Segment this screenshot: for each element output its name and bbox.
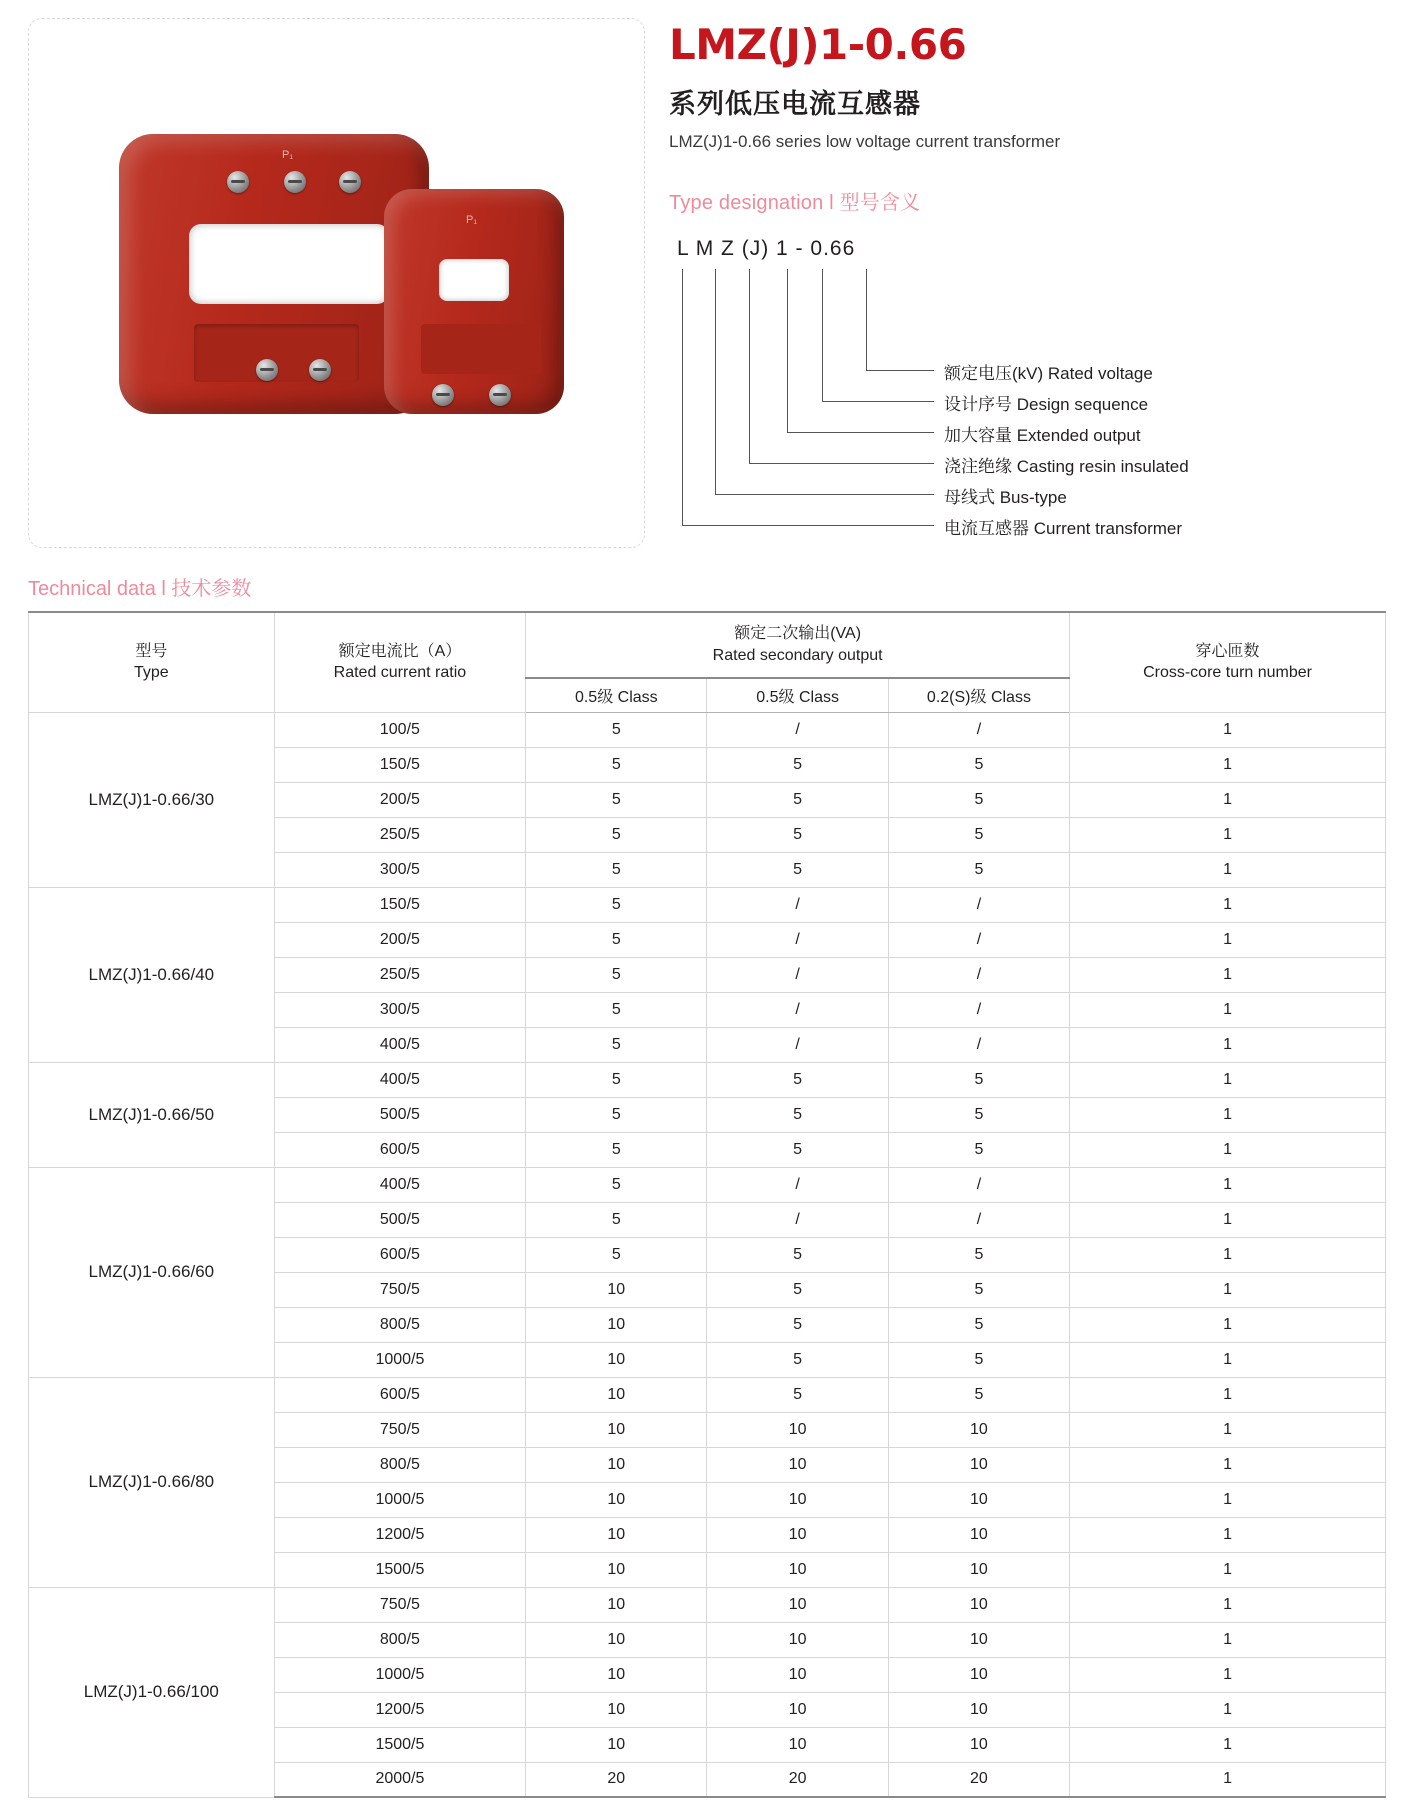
cell-class1: 10	[526, 1307, 707, 1342]
cell-class2: 20	[707, 1762, 888, 1797]
cell-class2: 5	[707, 782, 888, 817]
cell-ratio: 1000/5	[274, 1657, 526, 1692]
cell-turns: 1	[1070, 817, 1386, 852]
cell-class2: /	[707, 887, 888, 922]
column-header-class-3: 0.2(S)级 Class	[888, 678, 1069, 712]
screw-icon	[284, 171, 306, 193]
designation-code: L M Z (J) 1 - 0.66	[677, 237, 856, 260]
leader-line-vertical	[787, 269, 788, 432]
cell-turns: 1	[1070, 1062, 1386, 1097]
cell-ratio: 250/5	[274, 817, 526, 852]
cell-class3: 10	[888, 1692, 1069, 1727]
column-header-turns	[1070, 612, 1386, 712]
designation-legend-current-transformer: 电流互感器 Current transformer	[944, 519, 1183, 538]
cell-class3: 10	[888, 1622, 1069, 1657]
cell-ratio: 1200/5	[274, 1692, 526, 1727]
cell-turns: 1	[1070, 1412, 1386, 1447]
cell-class1: 10	[526, 1447, 707, 1482]
screw-icon	[339, 171, 361, 193]
cell-class3: 5	[888, 1062, 1069, 1097]
cell-class1: 5	[526, 1167, 707, 1202]
cell-class2: 10	[707, 1517, 888, 1552]
cell-class2: 5	[707, 1377, 888, 1412]
cell-class1: 10	[526, 1622, 707, 1657]
cell-ratio: 750/5	[274, 1587, 526, 1622]
cell-class3: 10	[888, 1552, 1069, 1587]
cell-class2: 5	[707, 852, 888, 887]
cell-turns: 1	[1070, 1587, 1386, 1622]
screw-icon	[432, 384, 454, 406]
cell-ratio: 250/5	[274, 957, 526, 992]
cell-turns: 1	[1070, 1377, 1386, 1412]
cell-class3: 5	[888, 782, 1069, 817]
cell-class2: 5	[707, 1237, 888, 1272]
cell-class2: /	[707, 992, 888, 1027]
cell-ratio: 1500/5	[274, 1727, 526, 1762]
cell-class1: 10	[526, 1552, 707, 1587]
cell-class3: 10	[888, 1657, 1069, 1692]
cell-class1: 5	[526, 922, 707, 957]
cell-class1: 5	[526, 1237, 707, 1272]
cell-class2: 5	[707, 1307, 888, 1342]
cell-class2: 5	[707, 1342, 888, 1377]
cell-class2: 10	[707, 1692, 888, 1727]
column-header-ratio-en: Rated current ratio	[333, 664, 467, 682]
table-row	[29, 1377, 1386, 1412]
cell-turns: 1	[1070, 1657, 1386, 1692]
cell-ratio: 1000/5	[274, 1342, 526, 1377]
cell-class3: /	[888, 712, 1069, 747]
cell-class1: 20	[526, 1762, 707, 1797]
leader-line-vertical	[715, 269, 716, 494]
column-header-turns-en: Cross-core turn number	[1143, 664, 1313, 682]
cell-turns: 1	[1070, 1237, 1386, 1272]
column-header-output-en: Rated secondary output	[712, 647, 883, 664]
cell-class2: /	[707, 1167, 888, 1202]
column-header-output	[526, 612, 1070, 678]
column-header-output-cn: 额定二次输出(VA)	[734, 625, 862, 643]
transformer-small-nameplate	[421, 324, 541, 374]
cell-class3: 5	[888, 1237, 1069, 1272]
column-header-ratio	[274, 612, 526, 712]
cell-class2: 5	[707, 747, 888, 782]
header-text-column	[669, 18, 1414, 538]
table-body	[29, 712, 1386, 1797]
leader-line-vertical	[749, 269, 750, 463]
cell-class1: 5	[526, 817, 707, 852]
cell-class2: /	[707, 712, 888, 747]
cell-class2: 10	[707, 1482, 888, 1517]
cell-turns: 1	[1070, 1517, 1386, 1552]
cell-ratio: 200/5	[274, 782, 526, 817]
cell-ratio: 500/5	[274, 1202, 526, 1237]
cell-ratio: 800/5	[274, 1447, 526, 1482]
designation-legend-rated-voltage: 额定电压(kV) Rated voltage	[944, 364, 1153, 383]
table-row	[29, 1167, 1386, 1202]
cell-turns: 1	[1070, 1167, 1386, 1202]
column-header-class-2: 0.5级 Class	[707, 678, 888, 712]
cell-turns: 1	[1070, 712, 1386, 747]
cell-turns: 1	[1070, 1692, 1386, 1727]
cell-ratio: 600/5	[274, 1377, 526, 1412]
cell-turns: 1	[1070, 1307, 1386, 1342]
screw-icon	[309, 359, 331, 381]
cell-class3: 5	[888, 747, 1069, 782]
table-row	[29, 887, 1386, 922]
cell-class1: 5	[526, 782, 707, 817]
designation-legend-design-sequence: 设计序号 Design sequence	[944, 395, 1149, 414]
cell-class1: 10	[526, 1692, 707, 1727]
cell-class3: 5	[888, 1377, 1069, 1412]
cell-ratio: 1000/5	[274, 1482, 526, 1517]
cell-class2: 10	[707, 1447, 888, 1482]
cell-class3: 5	[888, 1097, 1069, 1132]
cell-class2: 5	[707, 1272, 888, 1307]
cell-class3: 10	[888, 1517, 1069, 1552]
cell-turns: 1	[1070, 1447, 1386, 1482]
cell-class2: /	[707, 957, 888, 992]
table-row	[29, 712, 1386, 747]
cell-class1: 5	[526, 1097, 707, 1132]
cell-class2: 10	[707, 1552, 888, 1587]
cell-class1: 5	[526, 1062, 707, 1097]
cell-class1: 5	[526, 1027, 707, 1062]
cell-turns: 1	[1070, 1482, 1386, 1517]
leader-line-vertical	[682, 269, 683, 525]
cell-ratio: 750/5	[274, 1272, 526, 1307]
cell-turns: 1	[1070, 782, 1386, 817]
cell-class3: /	[888, 1027, 1069, 1062]
designation-legend-bus-type: 母线式 Bus-type	[944, 488, 1067, 507]
cell-turns: 1	[1070, 1762, 1386, 1797]
cell-type: LMZ(J)1-0.66/50	[29, 1062, 275, 1167]
cell-turns: 1	[1070, 1552, 1386, 1587]
cell-class2: 10	[707, 1657, 888, 1692]
cell-class3: /	[888, 992, 1069, 1027]
cell-turns: 1	[1070, 1272, 1386, 1307]
cell-turns: 1	[1070, 1727, 1386, 1762]
cell-class3: 10	[888, 1447, 1069, 1482]
cell-class2: 5	[707, 1062, 888, 1097]
terminal-label-big: P₁	[282, 149, 294, 161]
cell-ratio: 300/5	[274, 852, 526, 887]
cell-class3: /	[888, 887, 1069, 922]
cell-class1: 10	[526, 1377, 707, 1412]
cell-turns: 1	[1070, 747, 1386, 782]
cell-ratio: 600/5	[274, 1132, 526, 1167]
cell-class2: /	[707, 922, 888, 957]
cell-turns: 1	[1070, 992, 1386, 1027]
cell-turns: 1	[1070, 957, 1386, 992]
cell-class3: 5	[888, 852, 1069, 887]
cell-ratio: 400/5	[274, 1167, 526, 1202]
subtitle-english: LMZ(J)1-0.66 series low voltage current transformer	[669, 132, 1061, 151]
cell-class1: 10	[526, 1272, 707, 1307]
cell-class2: 10	[707, 1587, 888, 1622]
product-photo	[28, 18, 645, 548]
cell-class2: 10	[707, 1412, 888, 1447]
cell-class2: 5	[707, 817, 888, 852]
cell-class3: 10	[888, 1482, 1069, 1517]
cell-class3: 5	[888, 1132, 1069, 1167]
cell-class1: 10	[526, 1517, 707, 1552]
cell-ratio: 1500/5	[274, 1552, 526, 1587]
cell-class1: 10	[526, 1482, 707, 1517]
cell-ratio: 750/5	[274, 1412, 526, 1447]
page-title: LMZ(J)1-0.66	[669, 20, 967, 69]
cell-ratio: 300/5	[274, 992, 526, 1027]
cell-turns: 1	[1070, 1027, 1386, 1062]
cell-type: LMZ(J)1-0.66/80	[29, 1377, 275, 1587]
cell-ratio: 100/5	[274, 712, 526, 747]
product-header-section	[0, 0, 1414, 548]
cell-turns: 1	[1070, 887, 1386, 922]
cell-ratio: 400/5	[274, 1062, 526, 1097]
cell-class1: 10	[526, 1727, 707, 1762]
cell-class1: 5	[526, 1132, 707, 1167]
cell-turns: 1	[1070, 922, 1386, 957]
cell-class3: 5	[888, 1307, 1069, 1342]
leader-line-horizontal	[682, 525, 934, 526]
cell-ratio: 200/5	[274, 922, 526, 957]
cell-type: LMZ(J)1-0.66/30	[29, 712, 275, 887]
table-row	[29, 1587, 1386, 1622]
column-header-class-1: 0.5级 Class	[526, 678, 707, 712]
leader-line-horizontal	[715, 494, 934, 495]
column-header-ratio-cn: 额定电流比（A）	[338, 642, 462, 660]
cell-type: LMZ(J)1-0.66/60	[29, 1167, 275, 1377]
cell-ratio: 600/5	[274, 1237, 526, 1272]
cell-class3: 20	[888, 1762, 1069, 1797]
cell-class3: /	[888, 1167, 1069, 1202]
cell-class2: /	[707, 1027, 888, 1062]
designation-legend-extended-output: 加大容量 Extended output	[944, 426, 1141, 445]
column-header-turns-cn: 穿心匝数	[1195, 642, 1260, 660]
cell-turns: 1	[1070, 1132, 1386, 1167]
transformer-large-window	[189, 224, 389, 304]
cell-class2: 5	[707, 1097, 888, 1132]
cell-turns: 1	[1070, 852, 1386, 887]
cell-class1: 10	[526, 1587, 707, 1622]
leader-line-horizontal	[822, 401, 934, 402]
subtitle-chinese: 系列低压电流互感器	[669, 89, 921, 119]
leader-line-horizontal	[866, 370, 934, 371]
cell-class3: /	[888, 1202, 1069, 1237]
cell-type: LMZ(J)1-0.66/100	[29, 1587, 275, 1797]
cell-ratio: 800/5	[274, 1622, 526, 1657]
cell-class1: 5	[526, 747, 707, 782]
cell-class2: 5	[707, 1132, 888, 1167]
cell-turns: 1	[1070, 1097, 1386, 1132]
column-header-type-cn: 型号	[135, 642, 168, 660]
cell-class2: /	[707, 1202, 888, 1237]
cell-ratio: 150/5	[274, 747, 526, 782]
technical-data-heading: Technical data l 技术参数	[28, 578, 252, 600]
cell-class3: 10	[888, 1587, 1069, 1622]
cell-class3: 5	[888, 1342, 1069, 1377]
cell-ratio: 150/5	[274, 887, 526, 922]
cell-class1: 5	[526, 1202, 707, 1237]
cell-class1: 5	[526, 957, 707, 992]
type-designation-diagram	[669, 237, 1414, 538]
cell-class1: 5	[526, 852, 707, 887]
type-designation-heading: Type designation l 型号含义	[669, 192, 921, 214]
leader-line-horizontal	[787, 432, 934, 433]
leader-line-vertical	[866, 269, 867, 370]
cell-class3: 5	[888, 1272, 1069, 1307]
cell-turns: 1	[1070, 1342, 1386, 1377]
product-illustration	[84, 109, 584, 449]
cell-ratio: 400/5	[274, 1027, 526, 1062]
cell-class3: /	[888, 957, 1069, 992]
cell-ratio: 2000/5	[274, 1762, 526, 1797]
leader-line-vertical	[822, 269, 823, 401]
cell-ratio: 1200/5	[274, 1517, 526, 1552]
cell-class1: 5	[526, 887, 707, 922]
technical-data-table	[28, 611, 1386, 1798]
cell-class1: 10	[526, 1657, 707, 1692]
designation-legend-casting-resin: 浇注绝缘 Casting resin insulated	[944, 457, 1189, 476]
transformer-small-window	[439, 259, 509, 301]
leader-line-horizontal	[749, 463, 934, 464]
column-header-type	[29, 612, 275, 712]
cell-class2: 10	[707, 1727, 888, 1762]
cell-class3: 10	[888, 1727, 1069, 1762]
cell-turns: 1	[1070, 1622, 1386, 1657]
cell-class3: 10	[888, 1412, 1069, 1447]
cell-ratio: 800/5	[274, 1307, 526, 1342]
table-row	[29, 1062, 1386, 1097]
column-header-type-en: Type	[133, 664, 169, 682]
cell-class3: 5	[888, 817, 1069, 852]
cell-class3: /	[888, 922, 1069, 957]
screw-icon	[256, 359, 278, 381]
cell-turns: 1	[1070, 1202, 1386, 1237]
cell-ratio: 500/5	[274, 1097, 526, 1132]
cell-class2: 10	[707, 1622, 888, 1657]
screw-icon	[227, 171, 249, 193]
cell-class1: 5	[526, 712, 707, 747]
cell-type: LMZ(J)1-0.66/40	[29, 887, 275, 1062]
terminal-label-small: P₁	[466, 214, 478, 226]
cell-class1: 10	[526, 1412, 707, 1447]
cell-class1: 5	[526, 992, 707, 1027]
table-header	[29, 612, 1386, 712]
screw-icon	[489, 384, 511, 406]
cell-class1: 10	[526, 1342, 707, 1377]
